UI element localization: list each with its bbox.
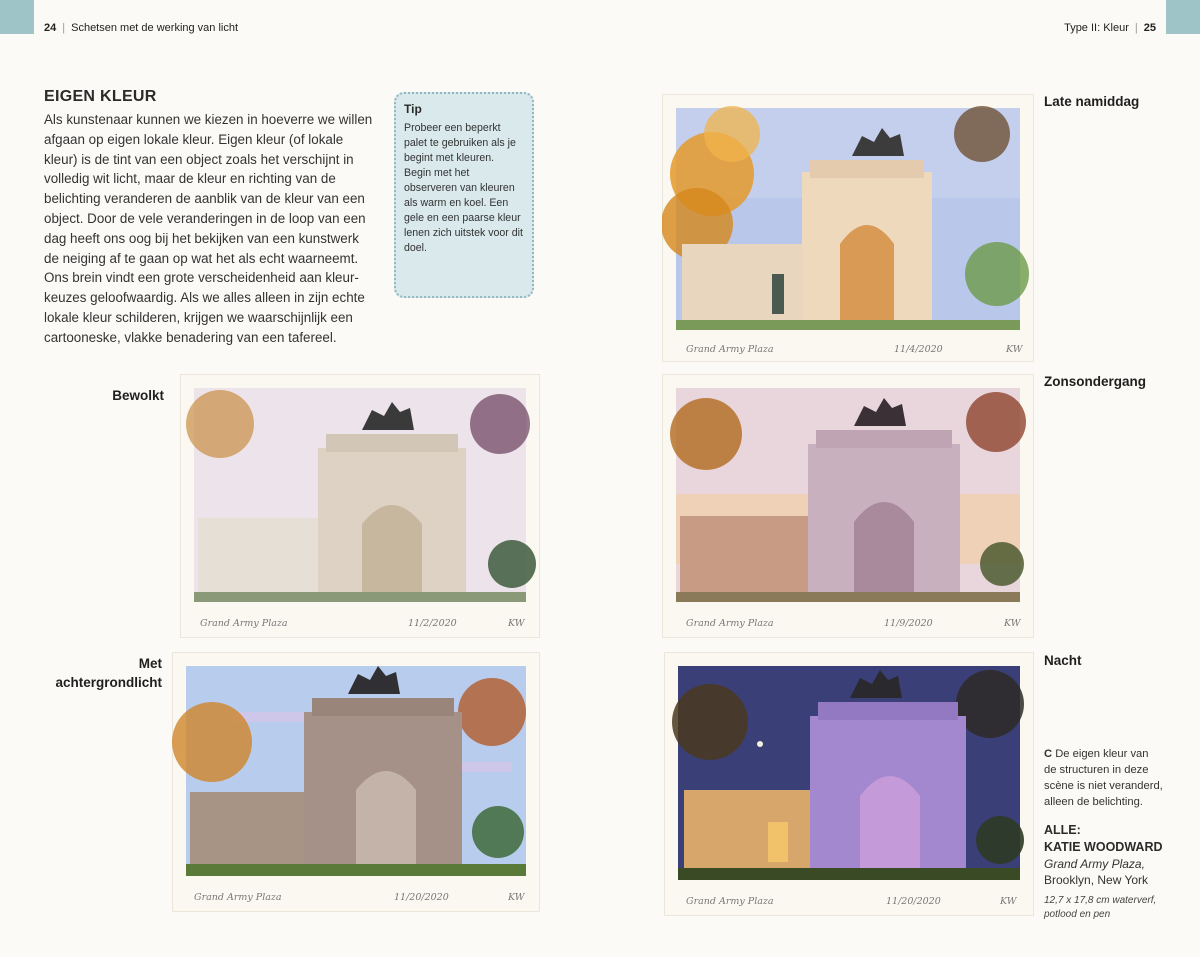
caption-title-4: Grand Army Plaza xyxy=(194,892,282,903)
label-bewolkt: Bewolkt xyxy=(112,388,164,403)
credit-artist: KATIE WOODWARD xyxy=(1044,840,1163,854)
label-late-namiddag: Late namiddag xyxy=(1044,94,1140,109)
caption-initials-3: KW xyxy=(1004,618,1021,629)
corner-tab-right xyxy=(1166,0,1200,34)
painting-sunset-art xyxy=(662,374,1034,638)
section-title: Type II: Kleur xyxy=(1064,22,1129,34)
caption-date-3: 11/9/2020 xyxy=(884,618,933,629)
caption-initials-1: KW xyxy=(1006,344,1023,355)
side-note xyxy=(1044,746,1164,810)
caption-title-2: Grand Army Plaza xyxy=(200,618,288,629)
caption-date-2: 11/2/2020 xyxy=(408,618,457,629)
label-line-1: Met xyxy=(138,656,162,671)
caption-date-4: 11/20/2020 xyxy=(394,892,449,903)
header-left: 24 | Schetsen met de werking van licht xyxy=(44,22,239,34)
label-line-2: achtergrondlicht xyxy=(55,675,162,690)
chapter-title: Schetsen met de werking van licht xyxy=(71,22,239,34)
caption-title-3: Grand Army Plaza xyxy=(686,618,774,629)
credit-location: Brooklyn, New York xyxy=(1044,873,1149,887)
tip-text: Probeer een beperkt palet te gebruiken als je begint met kleuren. Begin met het observeren van kleuren als warm en koel. Een gele en een paarse kleur lenen zich uitstek voor dit doel. xyxy=(404,122,523,254)
painting-backlit-art xyxy=(172,652,540,912)
tip-title: Tip xyxy=(404,102,422,116)
painting-sunset xyxy=(662,374,1034,638)
side-note-text: De eigen kleur van de structuren in deze scène is niet veranderd, alleen de belichting. xyxy=(1044,748,1163,808)
credit-line-1: ALLE: xyxy=(1044,823,1081,837)
section-heading: EIGEN KLEUR xyxy=(44,88,157,105)
credit-artwork xyxy=(1044,856,1148,888)
tip-box xyxy=(394,92,534,298)
painting-night xyxy=(664,652,1034,916)
page-number-right: 25 xyxy=(1143,22,1156,34)
caption-title-1: Grand Army Plaza xyxy=(686,344,774,355)
credit-heading xyxy=(1044,822,1163,856)
caption-initials-5: KW xyxy=(1000,896,1017,907)
label-met-achtergrondlicht xyxy=(30,654,162,692)
caption-initials-4: KW xyxy=(508,892,525,903)
painting-night-art xyxy=(664,652,1034,916)
credit-medium: 12,7 x 17,8 cm waterverf, potlood en pen xyxy=(1044,895,1157,920)
caption-initials-2: KW xyxy=(508,618,525,629)
credit-artwork-title: Grand Army Plaza, xyxy=(1044,857,1145,871)
caption-marker-icon: C xyxy=(1044,748,1053,760)
painting-late-afternoon xyxy=(662,94,1034,362)
label-zonsondergang: Zonsondergang xyxy=(1044,374,1146,389)
painting-late-afternoon-art xyxy=(662,94,1034,362)
page-number-left: 24 xyxy=(44,22,57,34)
caption-date-1: 11/4/2020 xyxy=(894,344,943,355)
section-body: Als kunstenaar kunnen we kiezen in hoeverre we willen afgaan op eigen lokale kleur. Eigen kleur (of lokale kleur) is de tint van een object zoals het verschijnt in volledig wit licht, maar de kleur en richting van de belichting veranderen de aanblik van de kleur van een object. Door de vele veranderingen in de loop van een dag heeft ons oog bij het bekijken van een kunstwerk de neiging af te gaan op wat het als echt waarneemt. Ons brein vindt een grote verscheidenheid aan kleur-keuzes geloofwaardig. Als we alles alleen in zijn echte lokale kleur schilderen, krijgen we waarschijnlijk een cartooneske, vlakke benadering van een tafereel. xyxy=(44,112,373,345)
caption-date-5: 11/20/2020 xyxy=(886,896,941,907)
label-nacht: Nacht xyxy=(1044,653,1082,668)
caption-title-5: Grand Army Plaza xyxy=(686,896,774,907)
painting-backlit xyxy=(172,652,540,912)
corner-tab-left xyxy=(0,0,34,34)
header-right: Type II: Kleur | 25 xyxy=(1064,22,1156,34)
painting-cloudy xyxy=(180,374,540,638)
painting-cloudy-art xyxy=(180,374,540,638)
